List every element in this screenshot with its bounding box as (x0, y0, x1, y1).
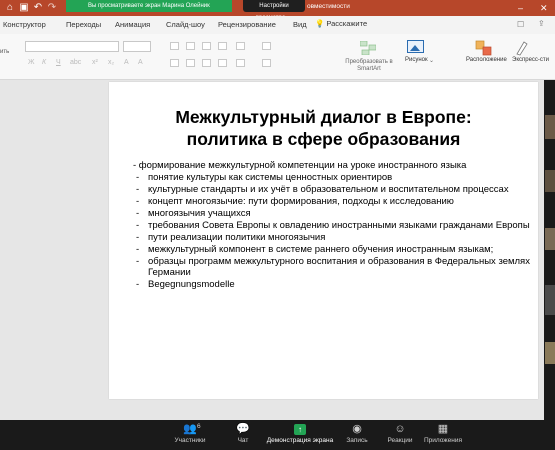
meeting-toolbar (0, 420, 555, 450)
slide-title[interactable] (129, 106, 518, 150)
slide[interactable] (109, 82, 538, 399)
screen-share-banner: Вы просматриваете экран Марина Олейник (66, 0, 232, 12)
chat-button[interactable] (228, 423, 258, 446)
bullet-text: пути реализации политики многоязычия (148, 232, 326, 243)
slide-title-line-2: политика в сфере образования (186, 129, 461, 149)
quick-styles-label[interactable]: Экспресс-сти (512, 57, 550, 63)
tell-me-button[interactable] (315, 19, 367, 28)
underline-icon[interactable]: Ч (56, 59, 61, 66)
participant-video-thumbnail[interactable] (545, 285, 555, 315)
align-right-icon[interactable] (202, 59, 211, 67)
lightbulb-icon: 💡 (315, 19, 325, 28)
bullet-text: концепт многоязычие: пути формирования, подходы к исследованию (148, 196, 454, 207)
share-screen-icon: ↑ (294, 424, 306, 435)
tab-animation[interactable]: Анимация (115, 20, 151, 29)
numbering-icon[interactable] (186, 42, 195, 50)
font-color-icon[interactable]: A (138, 59, 143, 66)
smartart-icon[interactable] (360, 41, 376, 55)
bullet-text: образцы программ межкультурного воспитания и образования в Федеральных землях Германии (148, 256, 530, 278)
picture-label[interactable]: Рисунок (405, 57, 428, 63)
record-label: Запись (346, 437, 368, 444)
bullet-item: - требования Совета Европы к овладению иностранными языками гражданами Европы (136, 220, 530, 231)
indent-increase-icon[interactable] (218, 42, 227, 50)
bullet-item: - образцы программ межкультурного воспитания и образования в Федеральных землях Германии (136, 256, 530, 278)
superscript-icon[interactable]: x² (92, 59, 98, 66)
participants-icon: 👥 (183, 423, 197, 435)
subscript-icon[interactable]: x₂ (108, 59, 115, 66)
share-icon[interactable]: ⇪ (538, 19, 545, 28)
apps-icon: ▦ (437, 423, 449, 435)
arrange-icon[interactable] (475, 40, 493, 56)
bullet-item: - формирование межкультурной компетенции на уроке иностранного языка (133, 160, 467, 171)
participant-video-thumbnail[interactable] (545, 115, 555, 139)
tab-slideshow[interactable]: Слайд-шоу (166, 20, 205, 29)
slide-bullet-list[interactable] (133, 160, 532, 291)
ribbon-toolbar (0, 34, 555, 80)
view-options-button[interactable]: Настройки ⌄ (243, 0, 305, 12)
record-icon: ◉ (352, 423, 362, 435)
convert-smartart-label[interactable]: Преобразовать в SmartArt (345, 59, 393, 72)
redo-icon[interactable]: ↷ (47, 2, 57, 13)
participant-video-thumbnail[interactable] (545, 170, 555, 192)
bullet-item: - понятие культуры как системы ценностных ориентиров (136, 172, 393, 183)
minimize-icon[interactable]: – (518, 3, 524, 13)
tab-transitions[interactable]: Переходы (66, 20, 102, 29)
text-highlight-icon[interactable]: A (124, 59, 129, 66)
font-size-select[interactable] (123, 41, 151, 52)
tab-design[interactable]: Конструктор (3, 20, 46, 29)
text-direction-icon[interactable] (262, 42, 271, 50)
font-family-select[interactable] (25, 41, 119, 52)
reactions-icon: ☺ (394, 423, 406, 435)
title-bar (0, 0, 555, 16)
share-screen-button[interactable] (264, 423, 336, 446)
participant-video-strip[interactable] (544, 80, 555, 420)
bullet-text: межкультурный компонент в системе раннего обучения иностранным языкам; (148, 244, 494, 255)
record-button[interactable] (342, 423, 372, 446)
reactions-button[interactable] (384, 423, 416, 446)
justify-icon[interactable] (218, 59, 227, 67)
columns-icon[interactable] (236, 59, 245, 67)
line-spacing-icon[interactable] (236, 42, 245, 50)
chevron-down-icon[interactable]: ⌄ (429, 58, 435, 64)
align-text-icon[interactable] (262, 59, 271, 67)
participants-label: Участники (174, 437, 206, 444)
participant-video-thumbnail[interactable] (545, 342, 555, 364)
apps-button[interactable] (420, 423, 466, 446)
bullet-text: многоязычия учащихся (148, 208, 251, 219)
chat-label: Чат (237, 437, 249, 444)
arrange-label[interactable]: Расположение (466, 57, 507, 63)
quick-styles-icon[interactable] (515, 40, 529, 56)
tab-view[interactable]: Вид (293, 20, 307, 29)
indent-decrease-icon[interactable] (202, 42, 211, 50)
align-left-icon[interactable] (170, 59, 179, 67)
bullet-item: - концепт многоязычие: пути формирования, подходы к исследованию (136, 196, 454, 207)
close-icon[interactable]: ✕ (540, 3, 548, 13)
participants-count: 6 (197, 423, 201, 430)
tab-review[interactable]: Рецензирование (218, 20, 276, 29)
comment-icon[interactable]: ☐ (517, 20, 525, 29)
reactions-label: Реакции (387, 437, 413, 444)
bullet-item: - многоязычия учащихся (136, 208, 251, 219)
bullet-text: Begegnungsmodelle (148, 279, 235, 290)
home-icon[interactable]: ⌂ (6, 2, 14, 13)
bullets-icon[interactable] (170, 42, 179, 50)
italic-icon[interactable]: К (42, 59, 47, 66)
bullet-text: культурные стандарты и их учёт в образовательном и воспитательном процессах (148, 184, 509, 195)
bullet-item: - культурные стандарты и их учёт в образовательном и воспитательном процессах (136, 184, 509, 195)
participant-video-thumbnail[interactable] (545, 228, 555, 250)
bullet-text: требования Совета Европы к овладению иностранными языками гражданами Европы (148, 220, 530, 231)
slide-title-line-1: Межкультурный диалог в Европе: (175, 107, 472, 127)
compatibility-text: овместимости (307, 3, 350, 10)
bullet-text: понятие культуры как системы ценностных ориентиров (148, 172, 393, 183)
strikethrough-icon[interactable]: abc (70, 59, 82, 66)
save-icon[interactable]: ▣ (19, 2, 29, 13)
picture-icon[interactable] (407, 40, 424, 53)
bullet-item: - пути реализации политики многоязычия (136, 232, 326, 243)
participants-button[interactable] (170, 423, 210, 446)
apps-label: Приложения (423, 437, 463, 444)
bullet-item: - Begegnungsmodelle (136, 279, 235, 290)
align-center-icon[interactable] (186, 59, 195, 67)
undo-icon[interactable]: ↶ (33, 2, 43, 13)
bullet-item: - межкультурный компонент в системе раннего обучения иностранным языкам; (136, 244, 494, 255)
ribbon-cut-label: ить (0, 49, 10, 55)
share-screen-label: Демонстрация экрана (266, 437, 334, 444)
chat-icon: 💬 (236, 423, 250, 435)
ribbon-tabs (0, 16, 555, 34)
tell-me-label: Расскажите (326, 19, 368, 28)
bold-icon[interactable]: Ж (28, 59, 35, 66)
